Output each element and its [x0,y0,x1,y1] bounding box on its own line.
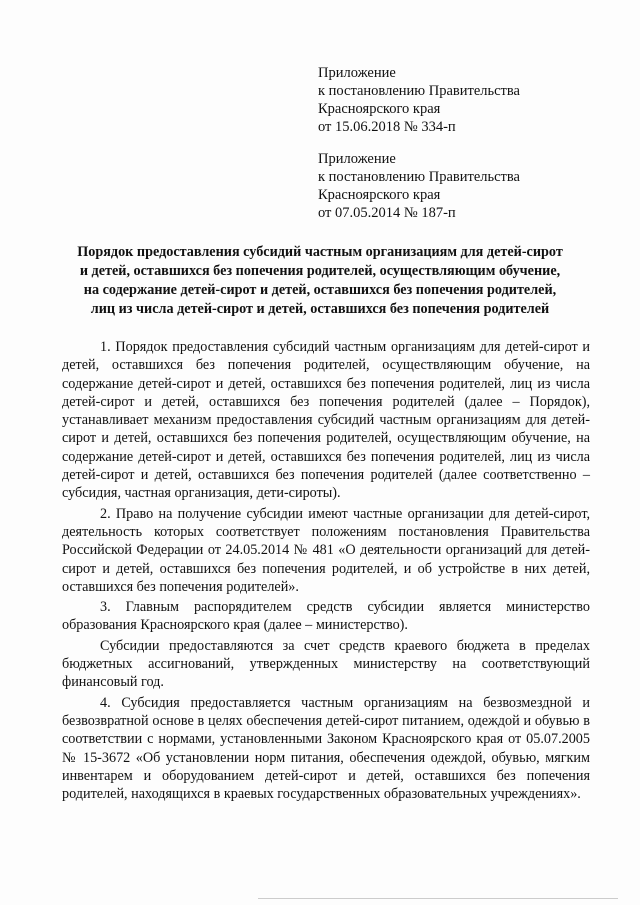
title-line: и детей, оставшихся без попечения родителей, осуществляющим обучение, [79,263,561,279]
document-body [62,338,590,805]
appendix-resolution: к постановлению Правительства [318,83,520,99]
paragraph-4: 4. Субсидия предоставляется частным организациям на безвозмездной и безвозвратной основе в целях обеспечения детей-сирот питанием, одеждой и обувью в соответствии с нормами, установленными Законом Красноярского края от 05.07.2005 № 15-3672 «Об установлении норм питания, обеспечения одеждой, обувью, мягким инвентарем и оборудованием детей-сирот и детей, оставшихся без попечения родителей, находящихся в краевых государственных образовательных учреждениях». [62,694,590,803]
appendix-region: Красноярского края [318,187,441,203]
appendix-date-number: от 07.05.2014 № 187-п [318,205,456,221]
appendix-label: Приложение [318,151,396,167]
appendix-header-original [318,150,520,222]
paragraph-3-continued: Субсидии предоставляются за счет средств краевого бюджета в пределах бюджетных ассигнований, утвержденных министерству на соответствующий финансовый год. [62,637,590,691]
paragraph-2: 2. Право на получение субсидии имеют частные организации для детей-сирот, деятельность которых соответствует положениям постановления Правительства Российской Федерации от 24.05.2014 № 481 «О деятельности организаций для детей-сирот и детей, оставшихся без попечения родителей, и об устройстве в них детей, оставшихся без попечения родителей». [62,505,590,595]
title-line: на содержание детей-сирот и детей, оставшихся без попечения родителей, [83,282,557,298]
appendix-region: Красноярского края [318,101,441,117]
appendix-label: Приложение [318,65,396,81]
paragraph-1: 1. Порядок предоставления субсидий частным организациям для детей-сирот и детей, оставшихся без попечения родителей, осуществляющим обучение, на содержание детей-сирот и детей, оставшихся без попечения родителей, лиц из числа детей-сирот и детей, оставшихся без попечения родителей (далее – Порядок), устанавливает механизм предоставления субсидий частным организациям для детей-сирот и детей, оставшихся без попечения родителей, осуществляющим обучение, на содержание детей-сирот и детей, оставшихся без попечения родителей, лиц из числа детей-сирот и детей, оставшихся без попечения родителей (далее соответственно – субсидия, частная организация, дети-сироты). [62,339,590,502]
paragraph-3: 3. Главным распорядителем средств субсидии является министерство образования Красноярского края (далее – министерство). [62,599,590,634]
appendix-resolution: к постановлению Правительства [318,169,520,185]
title-line: лиц из числа детей-сирот и детей, оставшихся без попечения родителей [90,301,550,317]
appendix-date-number: от 15.06.2018 № 334-п [318,119,456,135]
appendix-header-current [318,64,520,136]
title-line: Порядок предоставления субсидий частным организациям для детей-сирот [77,244,563,260]
scan-edge-line [258,898,618,899]
document-title [40,243,600,319]
